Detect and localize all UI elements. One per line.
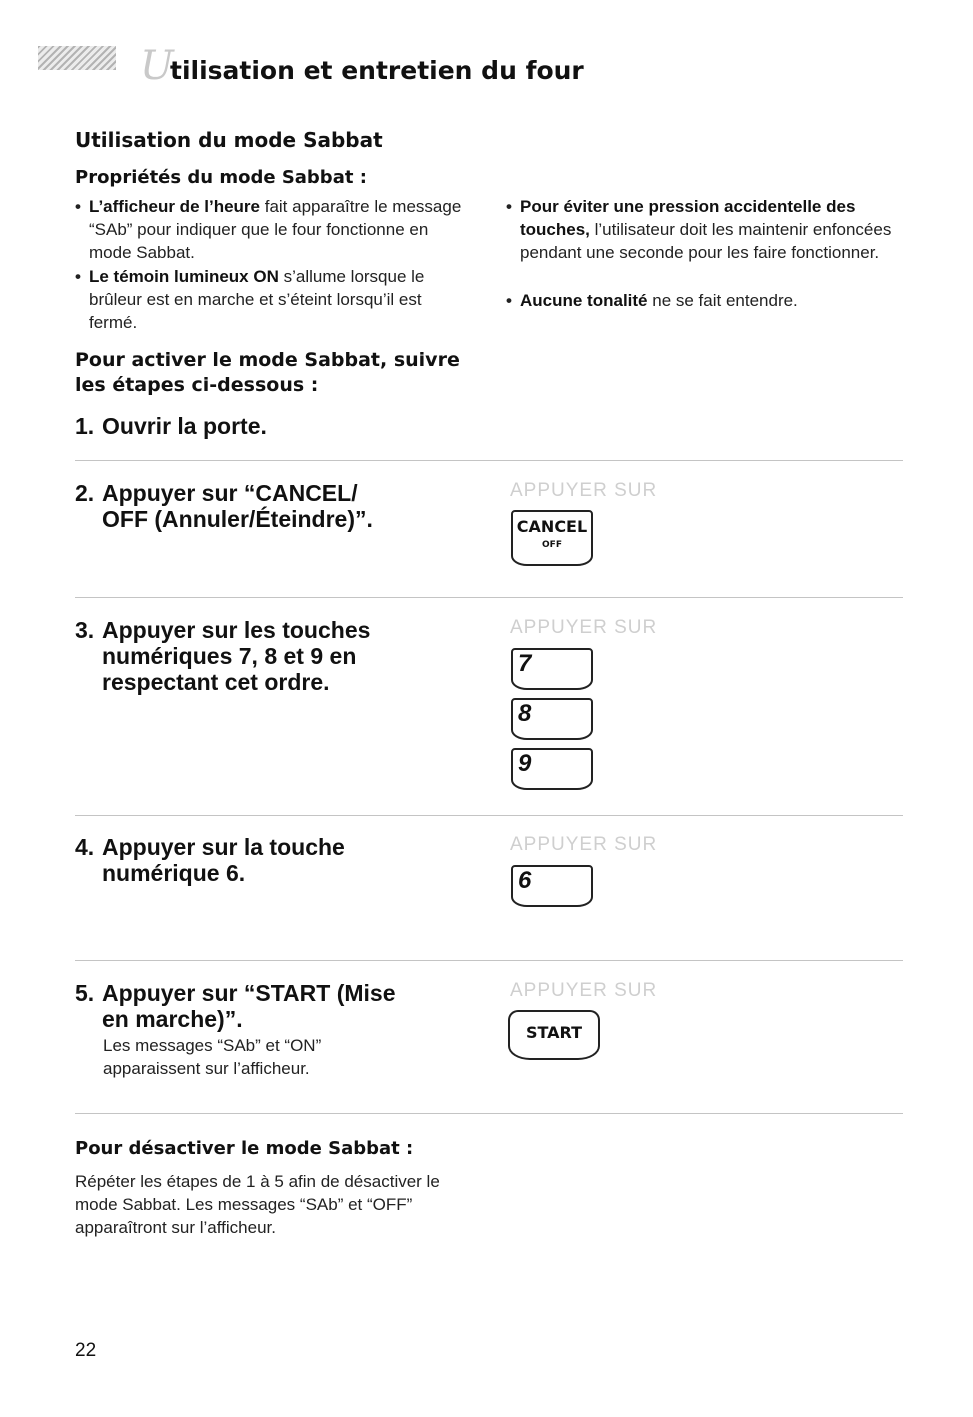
press-label: APPUYER SUR	[510, 480, 658, 501]
step-5-note: Les messages “SAb” et “ON” apparaissent sur l’afficheur.	[103, 1036, 322, 1078]
divider	[75, 597, 903, 598]
number-key-7-icon: 7	[511, 648, 593, 690]
header-drop-initial: U	[140, 43, 174, 89]
property-item: • Aucune tonalité ne se fait entendre.	[506, 291, 798, 310]
page-number: 22	[75, 1340, 97, 1361]
number-key-8-icon: 8	[511, 698, 593, 740]
divider	[75, 815, 903, 816]
activate-title: Pour activer le mode Sabbat, suivre les étapes ci-dessous :	[75, 349, 460, 396]
property-item: • Le témoin lumineux ON s’allume lorsque le brûleur est en marche et s’éteint lorsqu’il est fermé.	[75, 267, 425, 332]
step-1: 1. Ouvrir la porte.	[75, 413, 267, 439]
press-label: APPUYER SUR	[510, 980, 658, 1001]
property-item: • L’afficheur de l’heure fait apparaître le message “SAb” pour indiquer que le four fonctionne en mode Sabbat.	[75, 197, 462, 262]
step-4: 4. Appuyer sur la touche numérique 6.	[75, 834, 345, 886]
start-key-icon: START	[508, 1010, 600, 1060]
property-item: • Pour éviter une pression accidentelle des touches, l’utilisateur doit les maintenir enfoncées pendant une seconde pour les faire fonctionner.	[506, 197, 892, 262]
press-label: APPUYER SUR	[510, 834, 658, 855]
press-label: APPUYER SUR	[510, 617, 658, 638]
header-decoration	[38, 46, 116, 70]
step-5: 5. Appuyer sur “START (Mise en marche)”.	[75, 980, 396, 1032]
step-2: 2. Appuyer sur “CANCEL/ OFF (Annuler/Éteindre)”.	[75, 480, 373, 532]
page-title: tilisation et entretien du four	[170, 56, 584, 85]
cancel-off-key-icon: CANCEL OFF	[511, 510, 593, 566]
divider	[75, 960, 903, 961]
divider	[75, 460, 903, 461]
step-3: 3. Appuyer sur les touches numériques 7, 8 et 9 en respectant cet ordre.	[75, 617, 371, 695]
number-key-9-icon: 9	[511, 748, 593, 790]
section-title: Utilisation du mode Sabbat	[75, 128, 383, 152]
properties-title: Propriétés du mode Sabbat :	[75, 167, 367, 188]
deactivate-title: Pour désactiver le mode Sabbat :	[75, 1138, 414, 1159]
number-key-6-icon: 6	[511, 865, 593, 907]
divider	[75, 1113, 903, 1114]
deactivate-text: Répéter les étapes de 1 à 5 afin de désactiver le mode Sabbat. Les messages “SAb” et “OFF” apparaîtront sur l’afficheur.	[75, 1172, 440, 1237]
